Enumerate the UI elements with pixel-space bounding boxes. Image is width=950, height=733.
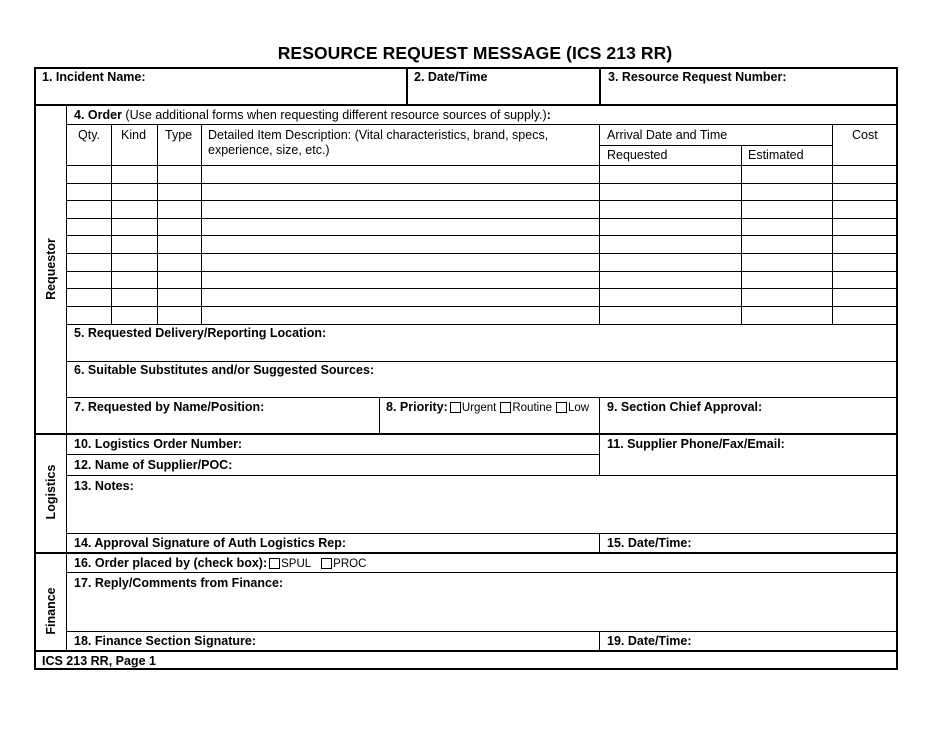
order-cost-cell[interactable] xyxy=(834,308,895,323)
order-kind-cell[interactable] xyxy=(113,273,155,288)
order-cost-cell[interactable] xyxy=(834,202,895,217)
order-kind-cell[interactable] xyxy=(113,308,155,323)
resource-request-number-field[interactable] xyxy=(606,86,894,102)
order-row-divider xyxy=(67,200,897,201)
order-requested-cell[interactable] xyxy=(601,220,739,235)
order-qty-cell[interactable] xyxy=(69,308,109,323)
order-row-divider xyxy=(67,183,897,184)
logistics-section-label: Logistics xyxy=(44,464,58,520)
resource-request-number-label: 3. Resource Request Number: xyxy=(608,70,787,84)
order-label: 4. Order (Use additional forms when requesting different resource sources of supply.): xyxy=(74,108,551,122)
order-requested-cell[interactable] xyxy=(601,255,739,270)
delivery-location-label: 5. Requested Delivery/Reporting Location: xyxy=(74,326,327,340)
order-kind-cell[interactable] xyxy=(113,237,155,252)
requested-by-label: 7. Requested by Name/Position: xyxy=(74,400,265,414)
order-estimated-cell[interactable] xyxy=(743,202,830,217)
finance-signature-label: 18. Finance Section Signature: xyxy=(74,634,256,648)
requested-column-header: Requested xyxy=(607,148,668,162)
order-description-cell[interactable] xyxy=(203,202,597,217)
priority-label: 8. Priority: xyxy=(386,400,448,414)
notes-label: 13. Notes: xyxy=(74,479,134,493)
order-estimated-cell[interactable] xyxy=(743,255,830,270)
order-type-cell[interactable] xyxy=(159,237,199,252)
order-requested-cell[interactable] xyxy=(601,308,739,323)
order-row-divider xyxy=(67,165,897,166)
order-kind-cell[interactable] xyxy=(113,185,155,200)
order-type-cell[interactable] xyxy=(159,167,199,182)
order-qty-cell[interactable] xyxy=(69,273,109,288)
priority-routine-label: Routine xyxy=(512,402,552,414)
order-type-cell[interactable] xyxy=(159,290,199,305)
priority-group xyxy=(386,400,589,414)
order-type-cell[interactable] xyxy=(159,255,199,270)
logistics-order-number-label: 10. Logistics Order Number: xyxy=(74,437,243,451)
logistics-date-time-label: 15. Date/Time: xyxy=(607,536,692,550)
qty-column-header: Qty. xyxy=(78,128,100,142)
finance-reply-field[interactable] xyxy=(72,592,894,628)
order-type-cell[interactable] xyxy=(159,185,199,200)
order-type-cell[interactable] xyxy=(159,220,199,235)
supplier-contact-field[interactable] xyxy=(605,453,894,473)
order-requested-cell[interactable] xyxy=(601,290,739,305)
order-qty-cell[interactable] xyxy=(69,167,109,182)
order-type-cell[interactable] xyxy=(159,202,199,217)
order-kind-cell[interactable] xyxy=(113,167,155,182)
priority-low-checkbox[interactable] xyxy=(556,402,567,413)
order-qty-cell[interactable] xyxy=(69,237,109,252)
order-description-cell[interactable] xyxy=(203,290,597,305)
order-row-divider xyxy=(67,271,897,272)
order-description-cell[interactable] xyxy=(203,237,597,252)
estimated-column-header: Estimated xyxy=(748,148,804,162)
order-description-cell[interactable] xyxy=(203,308,597,323)
incident-name-label: 1. Incident Name: xyxy=(42,70,146,84)
spul-label: SPUL xyxy=(281,558,312,570)
order-row-divider xyxy=(67,288,897,289)
description-column-header-line2: experience, size, etc.) xyxy=(208,143,330,157)
type-column-header: Type xyxy=(165,128,193,142)
order-placed-group xyxy=(74,556,366,570)
finance-section-label: Finance xyxy=(44,587,58,635)
date-time-field[interactable] xyxy=(412,86,596,102)
order-row-divider xyxy=(67,218,897,219)
order-estimated-cell[interactable] xyxy=(743,237,830,252)
order-kind-cell[interactable] xyxy=(113,255,155,270)
priority-routine-checkbox[interactable] xyxy=(500,402,511,413)
order-estimated-cell[interactable] xyxy=(743,167,830,182)
substitutes-label: 6. Suitable Substitutes and/or Suggested Sources: xyxy=(74,363,375,377)
section-chief-approval-label: 9. Section Chief Approval: xyxy=(607,400,763,414)
order-description-cell[interactable] xyxy=(203,220,597,235)
order-description-cell[interactable] xyxy=(203,185,597,200)
order-estimated-cell[interactable] xyxy=(743,185,830,200)
section-chief-approval-field[interactable] xyxy=(605,416,894,431)
order-kind-cell[interactable] xyxy=(113,202,155,217)
order-description-cell[interactable] xyxy=(203,255,597,270)
order-kind-cell[interactable] xyxy=(113,220,155,235)
order-cost-cell[interactable] xyxy=(834,273,895,288)
order-qty-cell[interactable] xyxy=(69,220,109,235)
proc-label: PROC xyxy=(333,558,367,570)
order-requested-cell[interactable] xyxy=(601,237,739,252)
order-requested-cell[interactable] xyxy=(601,185,739,200)
order-cost-cell[interactable] xyxy=(834,167,895,182)
order-cost-cell[interactable] xyxy=(834,290,895,305)
logistics-approval-signature-label: 14. Approval Signature of Auth Logistics Rep: xyxy=(74,536,347,550)
form-footer: ICS 213 RR, Page 1 xyxy=(42,654,156,668)
supplier-name-label: 12. Name of Supplier/POC: xyxy=(74,458,233,472)
order-qty-cell[interactable] xyxy=(69,202,109,217)
requestor-section-label: Requestor xyxy=(44,238,58,300)
description-column-header-line1: Detailed Item Description: (Vital characteristics, brand, specs, xyxy=(208,128,549,142)
order-requested-cell[interactable] xyxy=(601,167,739,182)
order-kind-cell[interactable] xyxy=(113,290,155,305)
requested-by-field[interactable] xyxy=(72,416,376,431)
date-time-label: 2. Date/Time xyxy=(414,70,488,84)
notes-field[interactable] xyxy=(72,495,894,531)
order-row-divider xyxy=(67,306,897,307)
order-type-cell[interactable] xyxy=(159,273,199,288)
order-cost-cell[interactable] xyxy=(834,237,895,252)
order-row-divider xyxy=(67,235,897,236)
order-placed-label: 16. Order placed by (check box): xyxy=(74,556,268,570)
spul-checkbox[interactable] xyxy=(269,558,280,569)
order-description-cell[interactable] xyxy=(203,167,597,182)
order-estimated-cell[interactable] xyxy=(743,220,830,235)
order-row-divider xyxy=(67,253,897,254)
cost-column-header: Cost xyxy=(852,128,878,142)
supplier-contact-label: 11. Supplier Phone/Fax/Email: xyxy=(607,437,785,451)
proc-checkbox[interactable] xyxy=(321,558,332,569)
arrival-column-header: Arrival Date and Time xyxy=(607,128,728,142)
order-requested-cell[interactable] xyxy=(601,202,739,217)
priority-urgent-checkbox[interactable] xyxy=(450,402,461,413)
substitutes-field[interactable] xyxy=(72,379,894,395)
order-estimated-cell[interactable] xyxy=(743,273,830,288)
order-estimated-cell[interactable] xyxy=(743,308,830,323)
finance-date-time-label: 19. Date/Time: xyxy=(607,634,692,648)
delivery-location-field[interactable] xyxy=(72,342,894,358)
order-qty-cell[interactable] xyxy=(69,255,109,270)
kind-column-header: Kind xyxy=(121,128,147,142)
order-description-cell[interactable] xyxy=(203,273,597,288)
incident-name-field[interactable] xyxy=(40,86,402,102)
order-cost-cell[interactable] xyxy=(834,220,895,235)
priority-urgent-label: Urgent xyxy=(461,402,497,414)
order-requested-cell[interactable] xyxy=(601,273,739,288)
finance-reply-label: 17. Reply/Comments from Finance: xyxy=(74,576,284,590)
priority-low-label: Low xyxy=(568,402,590,414)
order-cost-cell[interactable] xyxy=(834,255,895,270)
order-qty-cell[interactable] xyxy=(69,185,109,200)
order-cost-cell[interactable] xyxy=(834,185,895,200)
order-qty-cell[interactable] xyxy=(69,290,109,305)
order-estimated-cell[interactable] xyxy=(743,290,830,305)
form-title: RESOURCE REQUEST MESSAGE (ICS 213 RR) xyxy=(277,43,673,63)
order-type-cell[interactable] xyxy=(159,308,199,323)
